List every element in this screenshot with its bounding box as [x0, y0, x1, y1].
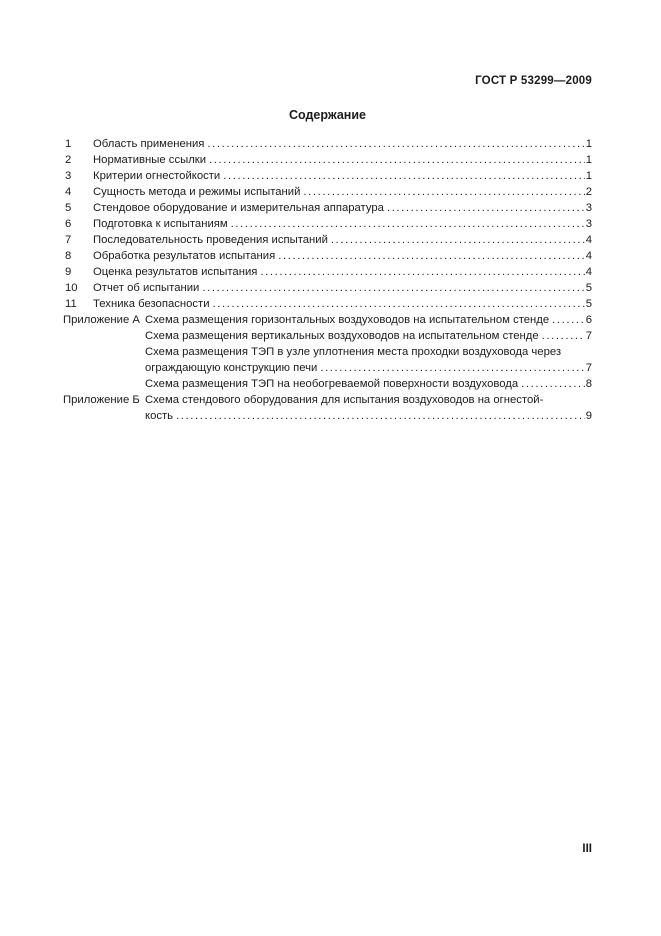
toc-entry-title: Нормативные ссылки — [93, 154, 207, 166]
appendix-line — [145, 344, 592, 360]
dot-leader — [320, 360, 584, 376]
toc-entry-title: Критерии огнестойкости — [93, 170, 221, 182]
appendix-line — [145, 376, 592, 392]
toc-entry-number: 1 — [65, 138, 72, 150]
toc-entry-page: 3 — [585, 202, 592, 214]
dot-leader — [521, 376, 585, 392]
toc-entry-number: 6 — [65, 218, 72, 230]
toc-entry-number: 10 — [65, 282, 78, 294]
toc-entry — [63, 200, 592, 216]
appendix-label — [63, 328, 145, 344]
appendix-page: 7 — [585, 330, 592, 342]
toc-entry-page: 1 — [585, 138, 592, 150]
appendix-line — [145, 408, 592, 424]
page-title: Содержание — [288, 108, 366, 122]
appendix-title: Схема размещения вертикальных воздуховодов на испытательном стенде — [145, 330, 539, 342]
dot-leader — [331, 232, 585, 248]
toc-entry-title: Стендовое оборудование и измерительная аппаратура — [93, 202, 384, 214]
toc-entry — [63, 168, 592, 184]
appendix-line — [145, 392, 592, 408]
appendix-title: ограждающую конструкцию печи — [145, 362, 318, 374]
appendix-entry — [63, 312, 592, 328]
toc-entry-page: 5 — [585, 298, 592, 310]
toc-entry — [63, 248, 592, 264]
doc-code: ГОСТ Р 53299—2009 — [475, 75, 592, 87]
toc-entry-page: 4 — [585, 250, 592, 262]
appendix-title: кость — [145, 410, 174, 422]
appendix-entry — [63, 376, 592, 392]
appendix-title: Схема размещения ТЭП в узле уплотнения места проходки воздуховода через — [145, 346, 562, 358]
appendix-label: Приложение Б — [63, 394, 140, 406]
appendix-label — [63, 376, 145, 392]
toc-entry-page: 5 — [585, 282, 592, 294]
dot-leader — [231, 216, 585, 232]
toc-entry-number: 7 — [65, 234, 72, 246]
dot-leader — [303, 184, 584, 200]
toc-entry-title: Область применения — [93, 138, 205, 150]
appendix-section — [63, 312, 592, 424]
dot-leader — [202, 280, 584, 296]
toc-entry-page: 4 — [585, 234, 592, 246]
appendix-label — [63, 344, 145, 376]
toc-entry-number: 2 — [65, 154, 72, 166]
toc-entry-title: Сущность метода и режимы испытаний — [93, 186, 301, 198]
toc-entry-number: 3 — [65, 170, 72, 182]
toc-entry — [63, 216, 592, 232]
toc-entry — [63, 184, 592, 200]
appendix-line — [145, 360, 592, 376]
appendix-entry — [63, 344, 592, 376]
appendix-label: Приложение А — [63, 314, 140, 326]
appendix-title: Схема размещения горизонтальных воздуховодов на испытательном стенде — [145, 314, 550, 326]
appendix-page: 6 — [585, 314, 592, 326]
toc-entry-page: 1 — [585, 170, 592, 182]
appendix-line — [145, 328, 592, 344]
appendix-page: 8 — [585, 378, 592, 390]
toc-entry-title: Подготовка к испытаниям — [93, 218, 228, 230]
toc-entry-title: Оценка результатов испытания — [93, 266, 258, 278]
dot-leader — [207, 136, 584, 152]
dot-leader — [223, 168, 584, 184]
dot-leader — [176, 408, 585, 424]
toc-entry — [63, 136, 592, 152]
appendix-entry — [63, 328, 592, 344]
toc-entry-page: 1 — [585, 154, 592, 166]
toc-list — [63, 136, 592, 312]
folio-page-number: III — [582, 843, 592, 855]
toc-entry-number: 5 — [65, 202, 72, 214]
toc-entry-title: Отчет об испытании — [93, 282, 200, 294]
toc-entry-number: 4 — [65, 186, 72, 198]
toc-entry-page: 4 — [585, 266, 592, 278]
toc-entry-number: 11 — [65, 298, 77, 310]
dot-leader — [260, 264, 584, 280]
appendix-page: 7 — [585, 362, 592, 374]
appendix-line — [145, 312, 592, 328]
toc-entry-title: Последовательность проведения испытаний — [93, 234, 328, 246]
toc-entry — [63, 232, 592, 248]
dot-leader — [278, 248, 584, 264]
toc-entry-title: Обработка результатов испытания — [93, 250, 276, 262]
toc-entry — [63, 264, 592, 280]
dot-leader — [542, 328, 585, 344]
toc-entry — [63, 280, 592, 296]
toc-entry-number: 8 — [65, 250, 72, 262]
dot-leader — [552, 312, 585, 328]
appendix-title: Схема размещения ТЭП на необогреваемой поверхности воздуховода — [145, 378, 519, 390]
appendix-page: 9 — [585, 410, 592, 422]
dot-leader — [209, 152, 585, 168]
toc-entry-page: 2 — [585, 186, 592, 198]
toc-entry — [63, 152, 592, 168]
dot-leader — [387, 200, 585, 216]
toc-entry-page: 3 — [585, 218, 592, 230]
appendix-title: Схема стендового оборудования для испытания воздуховодов на огнестой- — [145, 394, 544, 406]
toc-entry-title: Техника безопасности — [93, 298, 210, 310]
appendix-entry — [63, 392, 592, 424]
toc-entry-number: 9 — [65, 266, 72, 278]
dot-leader — [213, 296, 585, 312]
toc-entry — [63, 296, 592, 312]
